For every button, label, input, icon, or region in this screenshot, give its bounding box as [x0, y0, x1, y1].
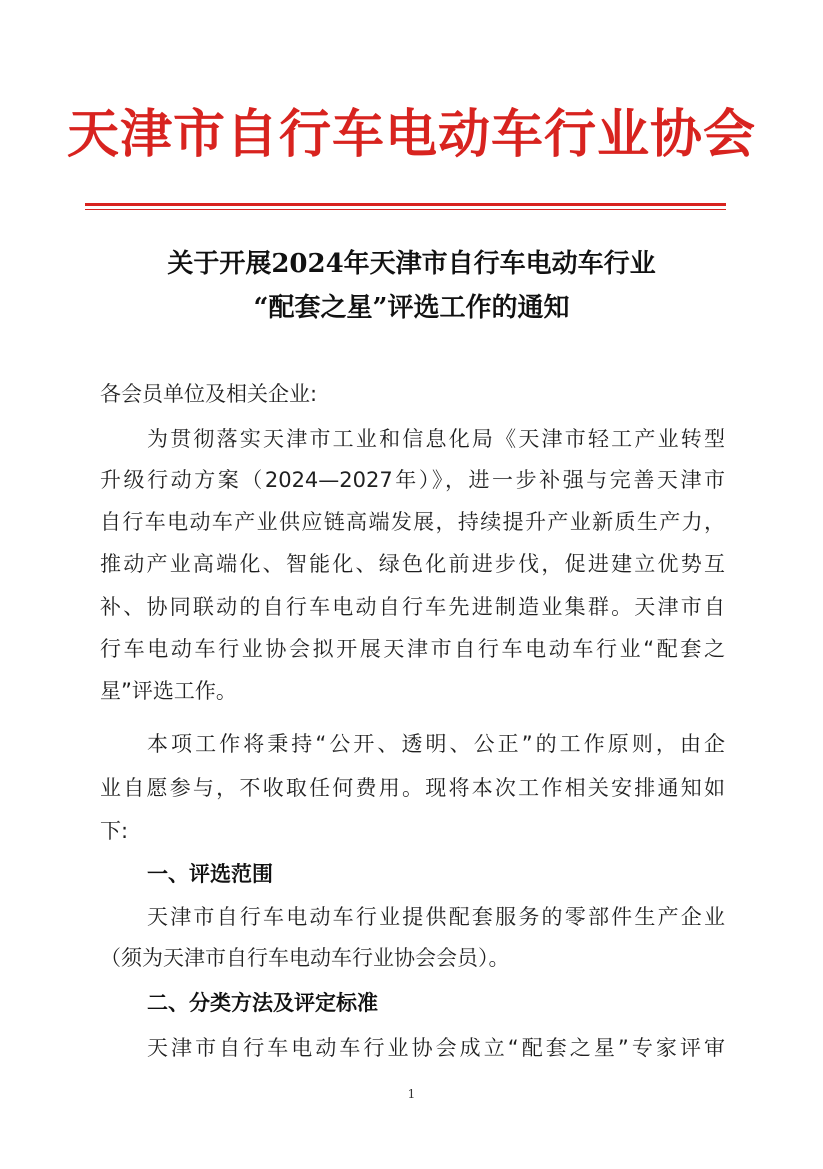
paragraph-2-line-2: 业自愿参与，不收取任何费用。现将本次工作相关安排通知如	[100, 776, 725, 800]
paragraph-1-line-3: 自行车电动车产业供应链高端发展，持续提升产业新质生产力，	[100, 510, 725, 534]
section-1-line-1: 天津市自行车电动车行业提供配套服务的零部件生产企业	[147, 905, 725, 929]
section-1-line-2: （须为天津市自行车电动车行业协会会员）。	[100, 946, 510, 970]
document-title-line-2: “配套之星”评选工作的通知	[253, 293, 570, 323]
paragraph-1-line-2: 升级行动方案（2024—2027年）》，进一步补强与完善天津市	[100, 468, 725, 492]
paragraph-1-line-7: 星”评选工作。	[100, 679, 237, 703]
paragraph-1-line-4: 推动产业高端化、智能化、绿色化前进步伐，促进建立优势互	[100, 552, 725, 576]
paragraph-1-line-6: 行车电动车行业协会拟开展天津市自行车电动车行业“配套之	[100, 637, 725, 661]
document-title-line-1: 关于开展2024年天津市自行车电动车行业	[167, 249, 656, 279]
paragraph-2-line-3: 下:	[100, 819, 129, 843]
paragraph-1-line-1: 为贯彻落实天津市工业和信息化局《天津市轻工产业转型	[147, 427, 725, 451]
organization-letterhead: 天津市自行车电动车行业协会	[66, 105, 756, 165]
section-1-heading: 一、评选范围	[147, 862, 273, 886]
page-number: 1	[407, 1087, 416, 1101]
section-2-line-1: 天津市自行车电动车行业协会成立“配套之星”专家评审	[147, 1036, 725, 1060]
paragraph-1-line-5: 补、协同联动的自行车电动自行车先进制造业集群。天津市自	[100, 595, 725, 619]
paragraph-2-line-1: 本项工作将秉持“公开、透明、公正”的工作原则，由企	[147, 732, 725, 756]
letterhead-rule-thick	[85, 203, 726, 206]
letterhead-rule-thin	[85, 209, 726, 210]
section-2-heading: 二、分类方法及评定标准	[147, 991, 378, 1015]
salutation: 各会员单位及相关企业:	[100, 382, 318, 406]
